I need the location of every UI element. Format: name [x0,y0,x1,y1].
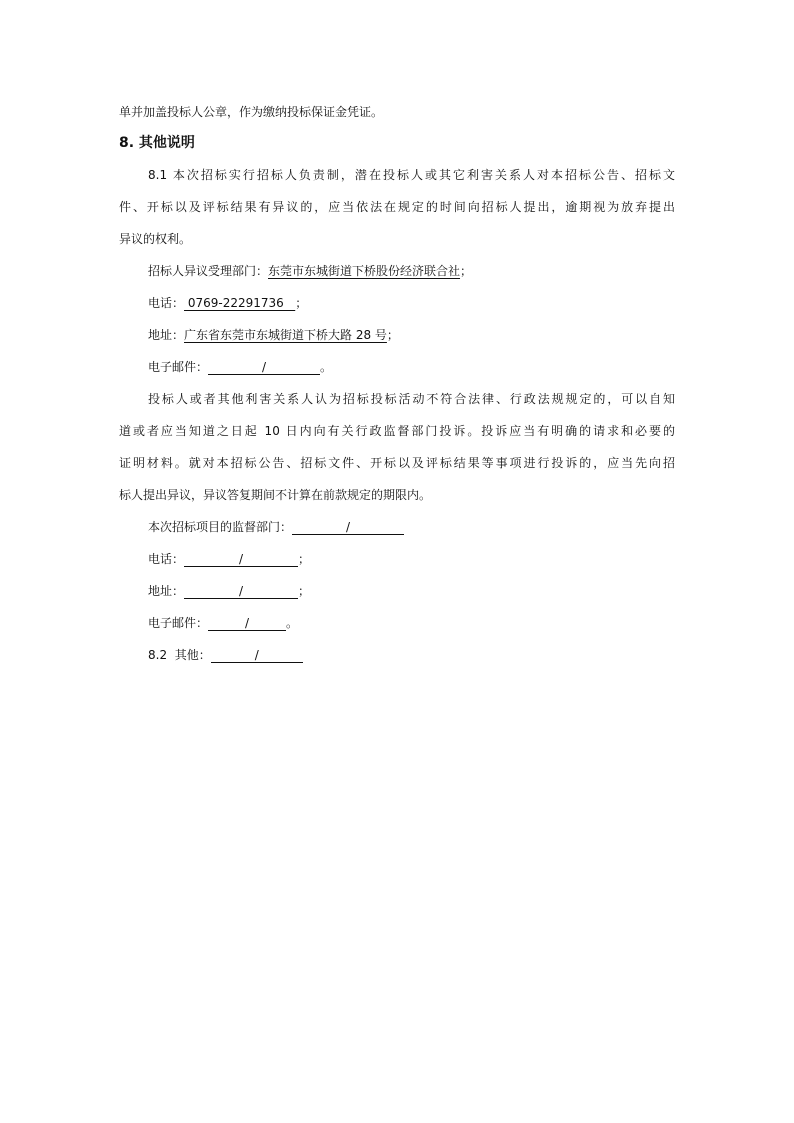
paragraph-line: 标人提出异议，异议答复期间不计算在前款规定的期限内。 [119,488,432,502]
phone-label: 电话： [148,296,185,310]
supervision-email-value: / [208,616,286,631]
address-label: 地址： [148,328,185,342]
phone-line [148,295,307,311]
supervision-email-label: 电子邮件： [148,616,209,630]
supervision-address-value: / [184,584,298,599]
email-line [148,359,332,375]
supervision-phone-label: 电话： [148,552,185,566]
supervision-address-line [148,583,310,599]
phone-value: 0769-22291736 [184,296,296,310]
address-line [148,327,399,343]
paragraph-line: 异议的权利。 [119,232,192,246]
other-label: 8.2 其他： [148,648,211,662]
objection-dept-value: 东莞市东城街道下桥股份经济联合社 [268,264,461,278]
paragraph-line: 投标人或者其他利害关系人认为招标投标活动不符合法律、行政法规规定的，可以自知 [148,392,675,406]
supervision-dept-value: / [292,520,404,535]
punctuation: ； [460,264,473,278]
supervision-address-label: 地址： [148,584,185,598]
email-value: / [208,360,320,375]
supervision-dept-label: 本次招标项目的监督部门： [148,520,293,534]
address-value: 广东省东莞市东城街道下桥大路 28 号 [184,328,387,342]
objection-dept-line [148,263,472,279]
supervision-dept-line [148,519,404,535]
section-heading: 8. 其他说明 [119,135,195,151]
paragraph-line: 单并加盖投标人公章，作为缴纳投标保证金凭证。 [119,105,384,119]
punctuation: ； [295,296,308,310]
punctuation: ； [386,328,399,342]
paragraph-line: 件、开标以及评标结果有异议的，应当依法在规定的时间向招标人提出，逾期视为放弃提出 [119,200,675,214]
punctuation: ； [298,552,311,566]
email-label: 电子邮件： [148,360,209,374]
punctuation: 。 [286,616,299,630]
punctuation: 。 [320,360,333,374]
supervision-email-line [148,615,298,631]
punctuation: ； [298,584,311,598]
other-value: / [211,648,303,663]
other-line [148,647,303,663]
objection-dept-label: 招标人异议受理部门： [148,264,269,278]
paragraph-line: 8.1 本次招标实行招标人负责制，潜在投标人或其它利害关系人对本招标公告、招标文 [148,168,675,182]
paragraph-line: 证明材料。就对本招标公告、招标文件、开标以及评标结果等事项进行投诉的，应当先向招 [119,456,675,470]
supervision-phone-line [148,551,310,567]
paragraph-line: 道或者应当知道之日起 10 日内向有关行政监督部门投诉。投诉应当有明确的请求和必要的 [119,424,675,438]
supervision-phone-value: / [184,552,298,567]
